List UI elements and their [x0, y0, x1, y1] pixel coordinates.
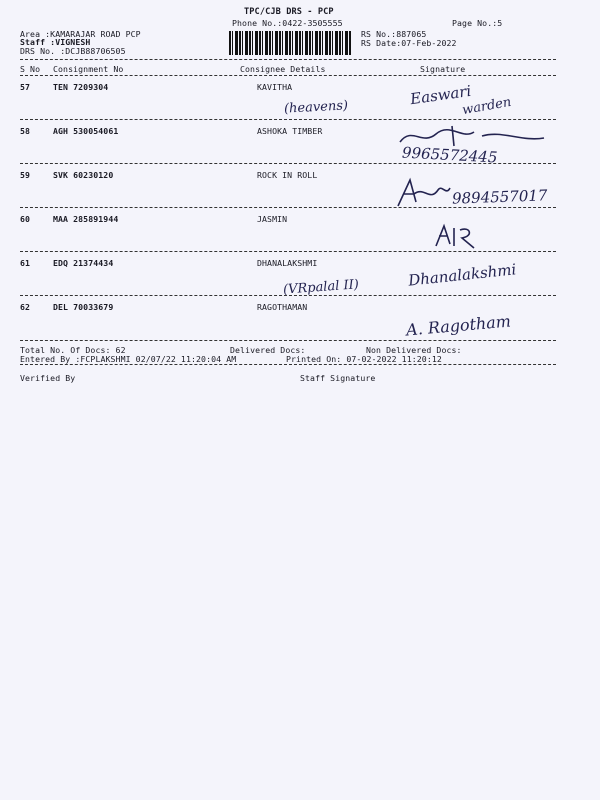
phone-number: Phone No.:0422-3505555	[232, 18, 343, 28]
area-label: Area :KAMARAJAR ROAD PCP	[20, 29, 141, 39]
handwritten-phone: 9894557017	[451, 186, 548, 208]
staff-signature: Staff Signature	[300, 373, 376, 383]
rs-date: RS Date:07-Feb-2022	[361, 38, 457, 48]
col-header-consignee: Consignee Details	[240, 64, 326, 74]
row-consignment: EDQ 21374434	[53, 258, 114, 268]
barcode-image	[229, 31, 351, 55]
drs-number: DRS No. :DCJB88706505	[20, 46, 126, 56]
divider	[20, 119, 556, 120]
divider	[20, 207, 556, 208]
handwritten-note: (heavens)	[283, 98, 349, 117]
staff-label: Staff :VIGNESH	[20, 37, 91, 47]
handwritten-signature: Easwari	[409, 81, 473, 109]
row-consignee: ROCK IN ROLL	[257, 170, 318, 180]
divider	[20, 364, 556, 365]
row-sno: 62	[20, 302, 31, 312]
divider	[20, 163, 556, 164]
row-sno: 60	[20, 214, 31, 224]
handwritten-signature: warden	[461, 94, 513, 119]
row-consignee: DHANALAKSHMI	[257, 258, 318, 268]
handwritten-phone: 9965572445	[401, 143, 498, 167]
rs-number: RS No.:887065	[361, 29, 427, 39]
divider	[20, 75, 556, 76]
signature-scribble	[430, 222, 480, 250]
entered-by: Entered By :FCPLAKSHMI 02/07/22 11:20:04 AM	[20, 354, 237, 364]
handwritten-signature: Dhanalakshmi	[407, 260, 518, 290]
divider	[20, 340, 556, 341]
row-consignment: DEL 70033679	[53, 302, 114, 312]
row-consignee: ASHOKA TIMBER	[257, 126, 323, 136]
page-number: Page No.:5	[452, 18, 503, 28]
row-sno: 57	[20, 82, 31, 92]
signature-scribble	[394, 176, 454, 210]
total-docs: Total No. Of Docs: 62	[20, 345, 126, 355]
delivered-docs: Delivered Docs:	[230, 345, 306, 355]
divider	[20, 59, 556, 60]
col-header-consignment: Consignment No	[53, 64, 124, 74]
row-consignment: SVK 60230120	[53, 170, 114, 180]
row-consignment: AGH 530054061	[53, 126, 119, 136]
row-consignment: TEN 7209304	[53, 82, 109, 92]
row-sno: 61	[20, 258, 31, 268]
non-delivered-docs: Non Delivered Docs:	[366, 345, 462, 355]
divider	[20, 295, 556, 296]
row-consignee: JASMIN	[257, 214, 288, 224]
handwritten-note: (VRpalal II)	[282, 277, 360, 298]
row-consignment: MAA 285891944	[53, 214, 119, 224]
col-header-signature: Signature	[420, 64, 466, 74]
handwritten-signature: A. Ragotham	[405, 311, 512, 340]
row-consignee: KAVITHA	[257, 82, 293, 92]
verified-by: Verified By	[20, 373, 76, 383]
col-header-sno: S No	[20, 64, 41, 74]
printed-on: Printed On: 07-02-2022 11:20:12	[286, 354, 442, 364]
row-consignee: RAGOTHAMAN	[257, 302, 308, 312]
document-title: TPC/CJB DRS - PCP	[244, 7, 334, 17]
row-sno: 58	[20, 126, 31, 136]
row-sno: 59	[20, 170, 31, 180]
divider	[20, 251, 556, 252]
